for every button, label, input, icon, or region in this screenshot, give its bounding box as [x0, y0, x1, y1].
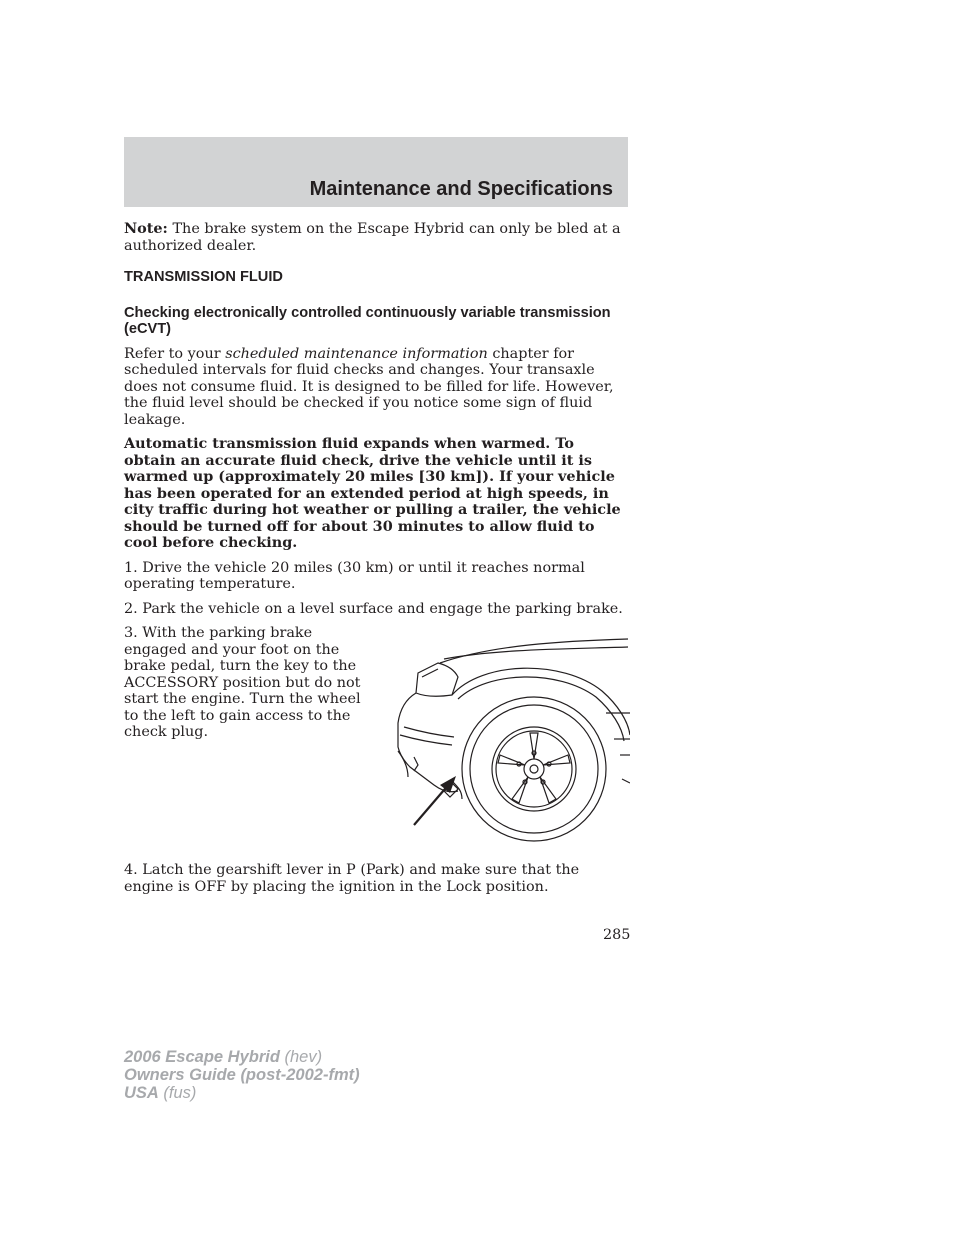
warning-paragraph: Automatic transmission fluid expands when warmed. To obtain an accurate fluid check, drive the vehicle until it is warmed up (approximately 20 miles [30 km]). If your vehicle has been operated for an extended period at high speeds, in city traffic during hot weather or pulling a trailer, the vehicle should be turned off for about 30 minutes to allow fluid to cool before checking. — [124, 435, 621, 551]
section-heading: TRANSMISSION FLUID — [124, 269, 283, 285]
intro-after: chapter for scheduled intervals for fluid checks and changes. Your transaxle does not consume fluid. It is designed to be filled for life. However, the fluid level should be checked if you notice some sign of fluid leakage. — [124, 345, 614, 428]
page-number: 285 — [603, 927, 631, 943]
footer-guide: Owners Guide (post-2002-fmt) — [124, 1066, 360, 1084]
step-3: 3. With the parking brake engaged and your foot on the brake pedal, turn the key to the ACCESSORY position but do not start the engine. Turn the wheel to the left to gain access to the check plug. — [124, 625, 361, 740]
footer-line-3 — [124, 1084, 360, 1102]
step-3-block — [124, 625, 630, 853]
footer-market-code: (fus) — [158, 1084, 197, 1102]
intro-reference: scheduled maintenance information — [225, 345, 488, 362]
note-paragraph — [124, 221, 630, 254]
footer-line-1 — [124, 1048, 360, 1066]
note-text: The brake system on the Escape Hybrid can only be bled at a authorized dealer. — [124, 221, 621, 254]
intro-before: Refer to your — [124, 345, 226, 362]
intro-paragraph — [124, 346, 630, 429]
wheel-check-plug-illustration — [392, 631, 630, 853]
subsection-heading: Checking electronically controlled continuously variable transmission (eCVT) — [124, 304, 611, 337]
footer-model-code: (hev) — [279, 1048, 323, 1066]
footer-doc-info — [124, 1048, 360, 1102]
step-2: 2. Park the vehicle on a level surface and engage the parking brake. — [124, 600, 623, 617]
page-title: Maintenance and Specifications — [309, 178, 613, 200]
footer-line-2 — [124, 1066, 360, 1084]
note-label: Note: — [124, 220, 168, 237]
footer-market: USA — [124, 1084, 159, 1102]
step-1: 1. Drive the vehicle 20 miles (30 km) or until it reaches normal operating temperature. — [124, 559, 585, 592]
footer-model: 2006 Escape Hybrid — [124, 1048, 280, 1066]
main-content — [124, 221, 630, 903]
header-band — [124, 137, 628, 207]
step-4: 4. Latch the gearshift lever in P (Park) and make sure that the engine is OFF by placing the ignition in the Lock position. — [124, 862, 580, 895]
